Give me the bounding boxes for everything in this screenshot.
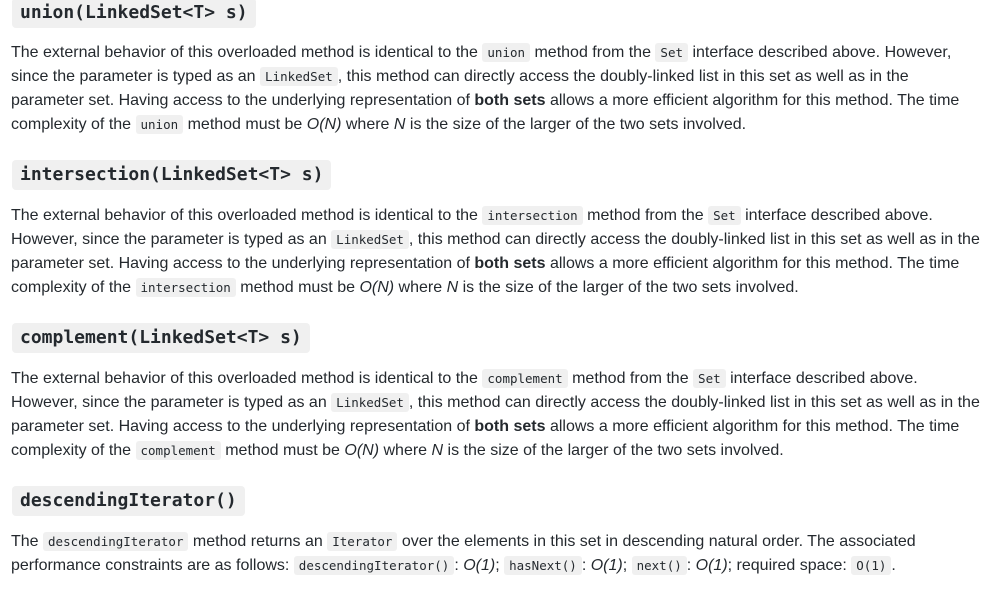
text: The external behavior of this overloaded method is identical to the bbox=[11, 370, 483, 387]
inline-code: LinkedSet bbox=[260, 67, 338, 86]
text: allows a more efficient algorithm for this method. The time complexity of the bbox=[11, 92, 960, 133]
text: method must be bbox=[235, 279, 360, 296]
method-heading-union: union(LinkedSet<T> s) bbox=[12, 0, 256, 28]
text: ; bbox=[622, 557, 632, 574]
italic-text: N bbox=[446, 279, 459, 296]
italic-text: N bbox=[431, 442, 444, 459]
inline-code: Set bbox=[708, 206, 741, 225]
italic-text: O(N) bbox=[306, 116, 342, 133]
text: method returns an bbox=[188, 533, 328, 550]
text: allows a more efficient algorithm for this method. The time complexity of the bbox=[11, 255, 960, 296]
inline-code: intersection bbox=[482, 206, 582, 225]
inline-code: complement bbox=[136, 441, 221, 460]
text: method from the bbox=[567, 370, 694, 387]
italic-text: O(N) bbox=[344, 442, 380, 459]
text: method from the bbox=[530, 44, 656, 61]
text: method must be bbox=[183, 116, 307, 133]
bold-text: both sets bbox=[474, 92, 546, 109]
method-description-descending-iterator bbox=[11, 530, 981, 578]
inline-code: Set bbox=[655, 43, 688, 62]
inline-code: Set bbox=[693, 369, 726, 388]
text: : bbox=[686, 557, 696, 574]
italic-text: N bbox=[393, 116, 406, 133]
text: is the size of the larger of the two sets involved. bbox=[458, 279, 799, 296]
inline-code: LinkedSet bbox=[331, 393, 409, 412]
bold-text: both sets bbox=[474, 255, 546, 272]
inline-code: hasNext() bbox=[504, 556, 582, 575]
method-description-union bbox=[11, 41, 981, 137]
inline-code: Iterator bbox=[327, 532, 397, 551]
inline-code: descendingIterator bbox=[43, 532, 188, 551]
text: . bbox=[891, 557, 896, 574]
text: interface described above. However, since the parameter is typed as an bbox=[11, 207, 933, 248]
italic-text: O(N) bbox=[359, 279, 395, 296]
bold-text: both sets bbox=[474, 418, 546, 435]
text: The external behavior of this overloaded method is identical to the bbox=[11, 207, 483, 224]
text: is the size of the larger of the two sets involved. bbox=[405, 116, 747, 133]
inline-code: union bbox=[482, 43, 530, 62]
text: , this method can directly access the doubly-linked list in this set as well as in the parameter set. Having access to the underlying representation of bbox=[11, 68, 909, 109]
method-heading-intersection: intersection(LinkedSet<T> s) bbox=[12, 160, 331, 190]
italic-text: O(1) bbox=[695, 557, 728, 574]
text: interface described above. However, since the parameter is typed as an bbox=[11, 44, 952, 85]
text: ; bbox=[495, 557, 505, 574]
text: The bbox=[11, 533, 44, 550]
text: interface described above. However, since the parameter is typed as an bbox=[11, 370, 918, 411]
inline-code: union bbox=[136, 115, 184, 134]
method-description-intersection bbox=[11, 204, 981, 300]
text: : bbox=[454, 557, 464, 574]
text: , this method can directly access the doubly-linked list in this set as well as in the parameter set. Having access to the underlying representation of bbox=[11, 394, 980, 435]
inline-code: LinkedSet bbox=[331, 230, 409, 249]
text: , this method can directly access the doubly-linked list in this set as well as in the parameter set. Having access to the underlying representation of bbox=[11, 231, 980, 272]
text: method from the bbox=[582, 207, 709, 224]
inline-code: O(1) bbox=[851, 556, 891, 575]
text: The external behavior of this overloaded method is identical to the bbox=[11, 44, 483, 61]
text: ; required space: bbox=[727, 557, 852, 574]
text: method must be bbox=[220, 442, 345, 459]
inline-code: descendingIterator() bbox=[294, 556, 455, 575]
method-heading-descending-iterator: descendingIterator() bbox=[12, 486, 245, 516]
text: : bbox=[581, 557, 591, 574]
inline-code: complement bbox=[482, 369, 567, 388]
text: allows a more efficient algorithm for this method. The time complexity of the bbox=[11, 418, 960, 459]
text: where bbox=[379, 442, 432, 459]
inline-code: next() bbox=[632, 556, 687, 575]
text: over the elements in this set in descending natural order. The associated performance constraints are as follows: bbox=[11, 533, 916, 574]
method-heading-complement: complement(LinkedSet<T> s) bbox=[12, 323, 310, 353]
text: where bbox=[341, 116, 394, 133]
method-description-complement bbox=[11, 367, 981, 463]
text: is the size of the larger of the two sets involved. bbox=[443, 442, 784, 459]
italic-text: O(1) bbox=[590, 557, 623, 574]
inline-code: intersection bbox=[136, 278, 236, 297]
italic-text: O(1) bbox=[463, 557, 496, 574]
text: where bbox=[394, 279, 447, 296]
